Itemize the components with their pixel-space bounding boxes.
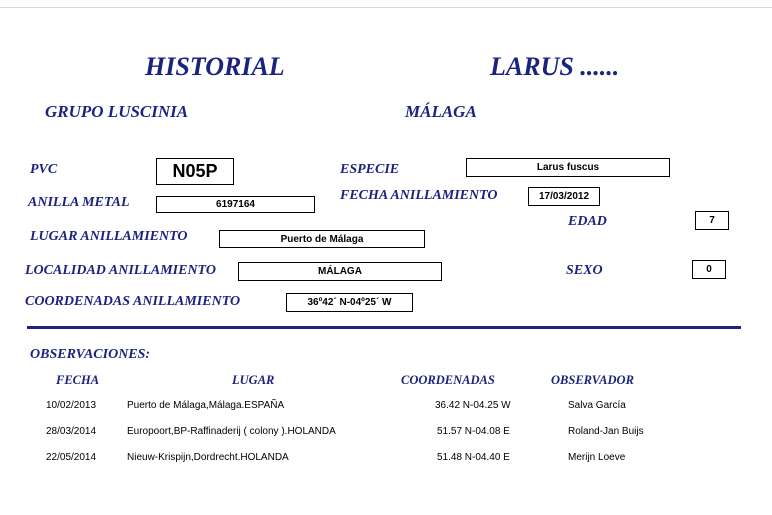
row-lugar: Nieuw-Krispijn,Dordrecht.HOLANDA xyxy=(127,452,289,463)
row-observador: Roland-Jan Buijs xyxy=(568,426,644,437)
anilla-label: ANILLA METAL xyxy=(28,195,130,210)
row-fecha: 28/03/2014 xyxy=(46,426,97,437)
pvc-label: PVC xyxy=(30,162,58,177)
coord-label: COORDENADAS ANILLAMIENTO xyxy=(25,294,241,309)
observaciones-title: OBSERVACIONES: xyxy=(30,347,151,362)
city-name: MÁLAGA xyxy=(405,102,477,121)
column-header-observador: OBSERVADOR xyxy=(551,373,634,387)
localidad-label: LOCALIDAD ANILLAMIENTO xyxy=(25,263,216,278)
sexo-label: SEXO xyxy=(566,263,603,278)
fecha-label: FECHA ANILLAMIENTO xyxy=(340,188,498,203)
sexo-value: 0 xyxy=(692,260,726,279)
row-coordenadas: 36.42 N-04.25 W xyxy=(435,400,511,411)
column-header-coordenadas: COORDENADAS xyxy=(401,373,495,387)
pvc-value: N05P xyxy=(156,158,234,185)
edad-value: 7 xyxy=(695,211,729,230)
row-fecha: 22/05/2014 xyxy=(46,452,97,463)
fecha-value: 17/03/2012 xyxy=(528,187,600,206)
column-header-fecha: FECHA xyxy=(56,373,100,387)
row-observador: Salva García xyxy=(568,400,626,411)
coord-value: 36º42´ N-04º25´ W xyxy=(286,293,413,312)
row-coordenadas: 51.57 N-04.08 E xyxy=(437,426,510,437)
page-title: HISTORIAL xyxy=(145,52,285,81)
row-observador: Merijn Loeve xyxy=(568,452,626,463)
row-coordenadas: 51.48 N-04.40 E xyxy=(437,452,510,463)
lugar-label: LUGAR ANILLAMIENTO xyxy=(30,229,188,244)
column-header-lugar: LUGAR xyxy=(232,373,275,387)
species-title: LARUS ...... xyxy=(490,52,620,81)
row-fecha: 10/02/2013 xyxy=(46,400,97,411)
edad-label: EDAD xyxy=(568,214,607,229)
top-border xyxy=(0,7,772,8)
anilla-value: 6197164 xyxy=(156,196,315,213)
localidad-value: MÁLAGA xyxy=(238,262,442,281)
group-name: GRUPO LUSCINIA xyxy=(45,102,189,121)
especie-label: ESPECIE xyxy=(340,162,400,177)
especie-value: Larus fuscus xyxy=(466,158,670,177)
row-lugar: Europoort,BP-Raffinaderij ( colony ).HOLANDA xyxy=(127,426,336,437)
section-divider xyxy=(27,326,741,329)
lugar-value: Puerto de Málaga xyxy=(219,230,425,248)
row-lugar: Puerto de Málaga,Málaga.ESPAÑA xyxy=(127,400,285,411)
